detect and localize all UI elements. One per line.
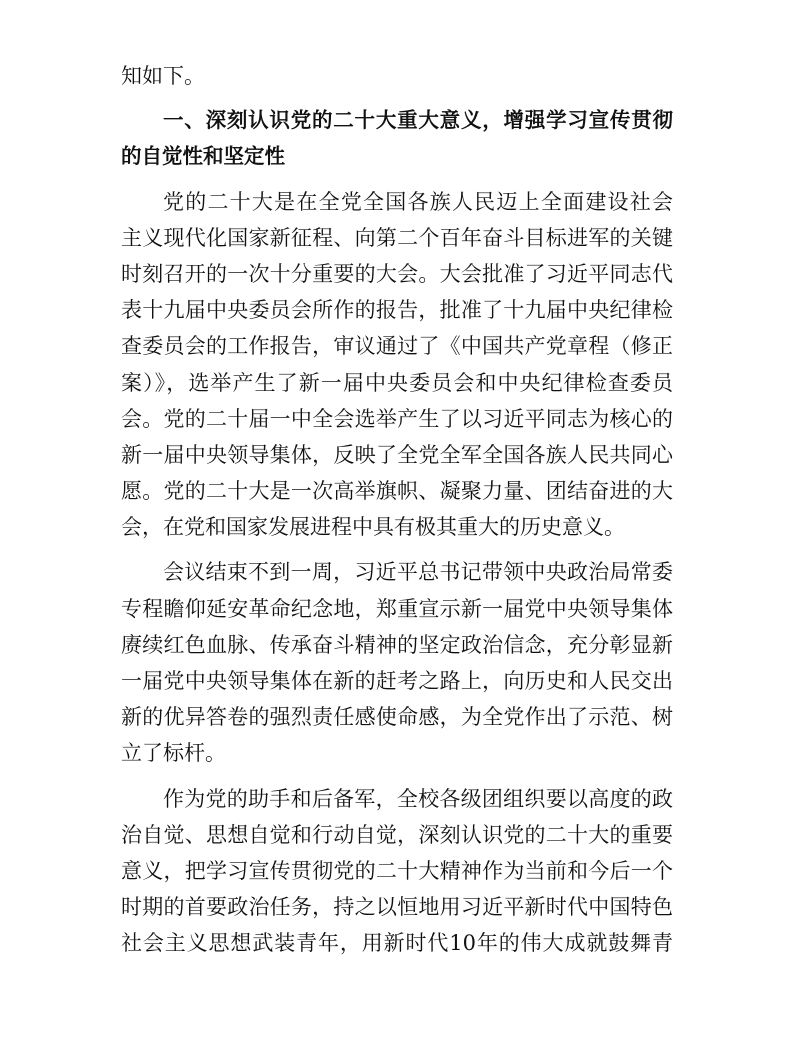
paragraph-1 <box>121 184 673 546</box>
paragraph-line: 时刻召开的一次十分重要的大会。大会批准了习近平同志代 <box>121 261 673 286</box>
heading-line: 的自觉性和坚定性 <box>121 144 285 169</box>
paragraph-line: 会。党的二十届一中全会选举产生了以习近平同志为核心的 <box>121 406 673 431</box>
paragraph-line: 作为党的助手和后备军，全校各级团组织要以高度的政 <box>163 786 673 811</box>
heading-line: 一、深刻认识党的二十大重大意义，增强学习宣传贯彻 <box>163 108 673 133</box>
paragraph-3 <box>121 781 673 962</box>
paragraph-line: 赓续红色血脉、传承奋斗精神的坚定政治信念，充分彰显新 <box>121 632 673 657</box>
paragraph-line: 新的优异答卷的强烈责任感使命感，为全党作出了示范、树 <box>121 705 673 730</box>
spacer <box>121 545 673 554</box>
opening-fragment: 知如下。 <box>121 64 205 88</box>
section-heading <box>121 102 673 174</box>
paragraph-line: 一届党中央领导集体在新的赶考之路上，向历史和人民交出 <box>121 669 673 693</box>
paragraph-line: 会议结束不到一周，习近平总书记带领中央政治局常委 <box>163 560 673 585</box>
paragraph-line: 时期的首要政治任务，持之以恒地用习近平新时代中国特色 <box>121 895 673 920</box>
paragraph-line: 社会主义思想武装青年，用新时代10年的伟大成就鼓舞青 <box>121 931 673 956</box>
paragraph-line: 意义，把学习宣传贯彻党的二十大精神作为当前和今后一个 <box>121 858 673 883</box>
paragraph-line: 案）》，选举产生了新一届中央委员会和中央纪律检查委员 <box>121 370 673 395</box>
paragraph-line: 愿。党的二十大是一次高举旗帜、凝聚力量、团结奋进的大 <box>121 479 673 504</box>
paragraph-line: 主义现代化国家新征程、向第二个百年奋斗目标进军的关键 <box>121 225 673 250</box>
paragraph-line: 会，在党和国家发展进程中具有极其重大的历史意义。 <box>121 515 625 540</box>
paragraph-2 <box>121 554 673 771</box>
paragraph-line: 表十九届中央委员会所作的报告，批准了十九届中央纪律检 <box>121 298 673 323</box>
paragraph-line: 党的二十大是在全党全国各族人民迈上全面建设社会 <box>163 189 673 214</box>
spacer <box>121 772 673 781</box>
paragraph-line: 新一届中央领导集体，反映了全党全军全国各族人民共同心 <box>121 442 673 467</box>
paragraph-line: 专程瞻仰延安革命纪念地，郑重宣示新一届党中央领导集体 <box>121 596 673 621</box>
spacer <box>121 175 673 184</box>
paragraph-line: 立了标杆。 <box>121 741 226 766</box>
paragraph-line: 查委员会的工作报告，审议通过了《中国共产党章程（修正 <box>121 334 673 359</box>
spacer <box>121 94 673 102</box>
document-body <box>121 58 673 962</box>
paragraph-line: 治自觉、思想自觉和行动自觉，深刻认识党的二十大的重要 <box>121 822 673 847</box>
